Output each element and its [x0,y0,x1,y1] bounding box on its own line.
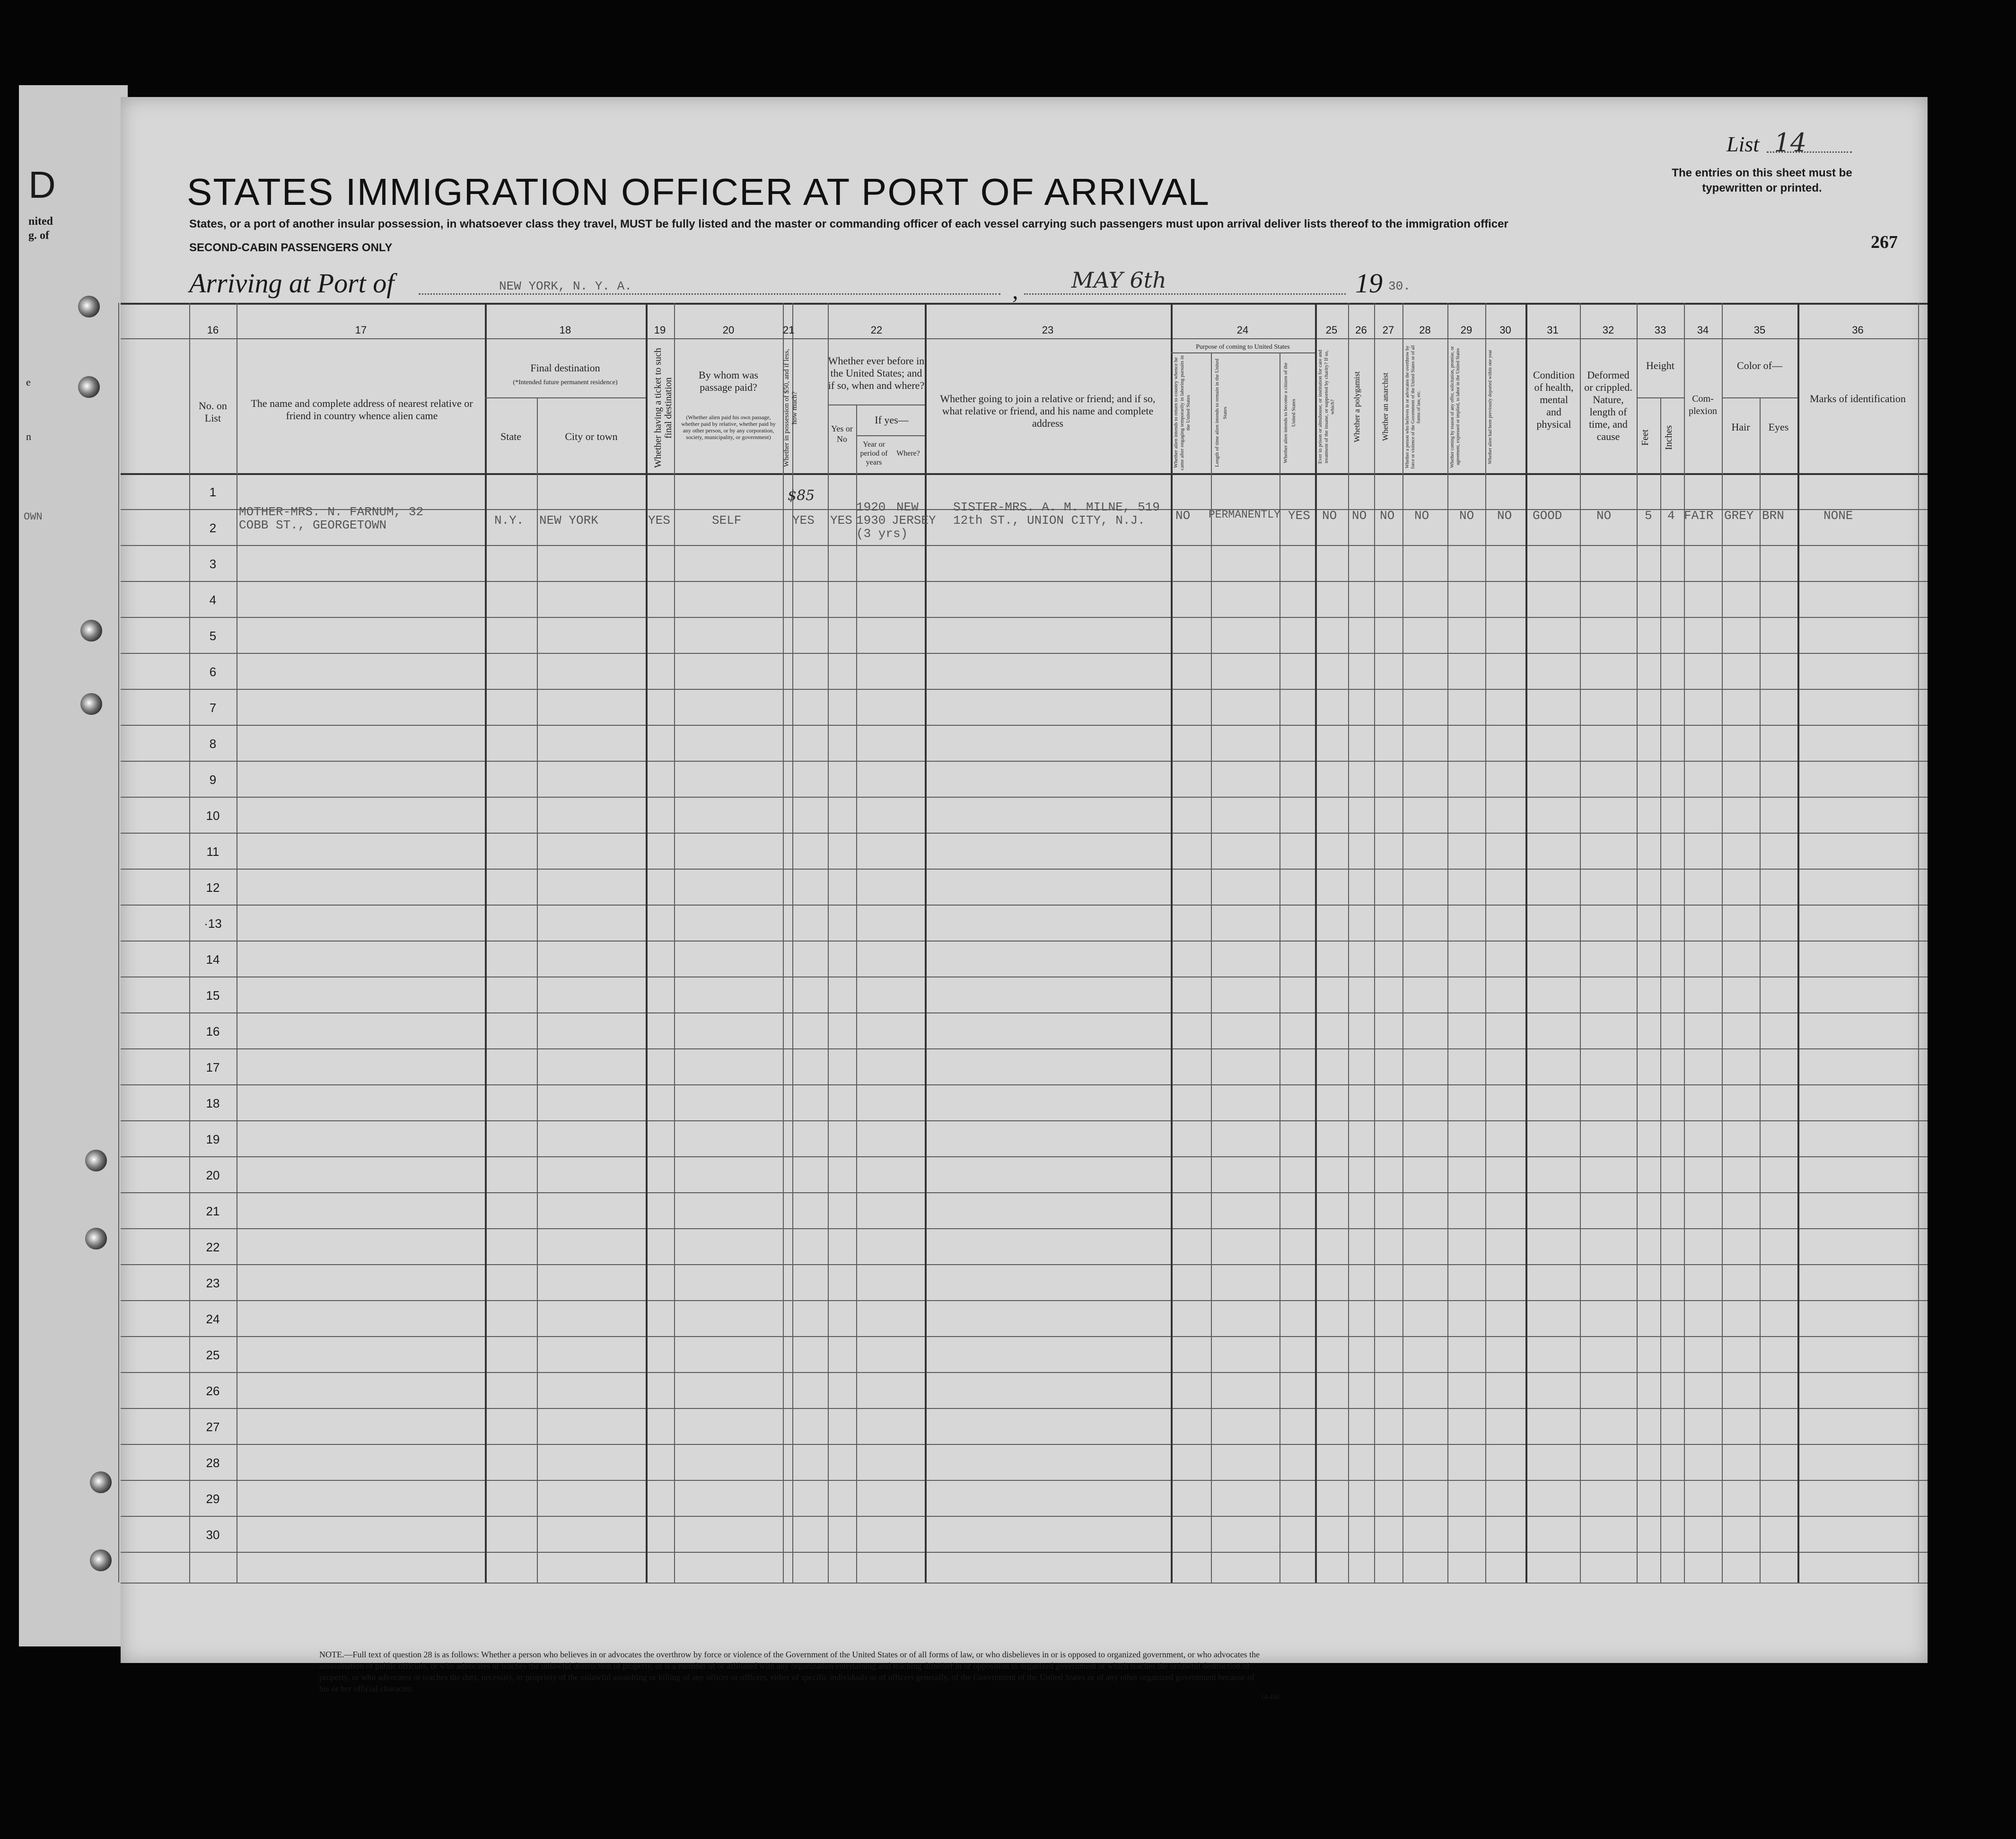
row-number: 22 [206,1240,220,1254]
header-overthrow: Whether a person who believes in or advocates the overthrow by force or violence of the Government of the United States or of all forms of law, etc. [1405,345,1421,469]
column-number: 35 [1753,324,1766,336]
col-line [1348,303,1349,1583]
row-number: 26 [206,1384,220,1398]
class-label: SECOND-CABIN PASSENGERS ONLY [189,241,393,254]
header-year: Year or period of years [860,440,888,466]
row-line [121,1264,1928,1265]
row-number: 30 [206,1528,220,1542]
header-height: Height [1646,360,1674,371]
row-number: 19 [206,1132,220,1146]
col-line [646,303,648,1583]
cell-money-annotation: $85 [788,487,815,504]
cell-marks: NONE [1823,509,1853,523]
column-number: 27 [1382,324,1394,336]
cell-ticket: YES [648,513,670,528]
subheader-line [1637,397,1684,398]
header-citizen: Whether alien intends to become a citizen of the United States [1283,362,1297,463]
date-line [1024,293,1346,295]
column-number: 17 [355,324,367,336]
column-number: 36 [1852,324,1864,336]
header-ticket: Whether having a ticket to such final destination [653,348,674,468]
cell-passage: SELF [712,513,742,528]
col-line [1171,303,1173,1583]
row-number: 4 [209,593,217,607]
comma-mark: , [1012,277,1018,304]
row-number: 2 [209,521,217,535]
row-line [121,1048,1928,1049]
col-line [1797,303,1799,1583]
cell-anarchist: NO [1380,509,1395,523]
row-number: 1 [209,485,217,499]
list-number: 14 [1774,128,1807,158]
cell-city: NEW YORK [539,513,598,528]
header-complexion: Com- plexion [1689,394,1717,416]
row-number: 6 [209,665,217,679]
row-number: 21 [206,1204,220,1218]
port-line [419,293,1000,295]
column-number: 26 [1355,324,1367,336]
row-number: 7 [209,701,217,715]
header-joining: Whether going to join a relative or friend; and if so, what relative or friend, and his name and complete address [940,393,1156,429]
cell-polygamist: NO [1352,509,1367,523]
binder-hole [80,620,102,642]
page-title: STATES IMMIGRATION OFFICER AT PORT OF ARRIVAL [187,171,1210,213]
cell-before-year1: 1920 [856,500,886,514]
manifest-sheet [121,97,1928,1701]
row-line [121,1120,1928,1121]
left-margin-text: OWN [24,511,43,523]
row-number: 24 [206,1312,220,1326]
column-number: 19 [654,324,666,336]
left-margin-text: e [26,376,31,388]
row-line [121,1516,1928,1517]
col-line [856,405,857,1583]
column-number: 16 [207,324,219,336]
row-number: 15 [206,988,220,1003]
port-value: NEW YORK, N. Y. A. [499,279,632,293]
cell-relative-line2: COBB ST., GEORGETOWN [239,518,387,532]
header-where: Where? [896,449,920,458]
row-line [121,1228,1928,1229]
col-line [1637,303,1638,1583]
cell-hair: GREY [1724,509,1754,523]
header-marks: Marks of identification [1810,393,1906,405]
header-final-destination: Final destination [530,362,600,374]
column-number: 18 [559,324,571,336]
column-number: 33 [1654,324,1666,336]
arriving-label: Arriving at Port of [189,268,394,299]
header-state: State [500,431,521,442]
header-city: City or town [565,431,618,442]
row-line [121,1444,1928,1445]
col-line [1211,352,1212,1583]
page-number: 267 [1871,232,1898,252]
row-number: 12 [206,880,220,895]
column-number: 22 [870,324,883,336]
row-line [121,689,1928,690]
typewritten-instruction: The entries on this sheet must be typewritten or printed. [1672,167,1852,194]
cell-prison: NO [1322,509,1337,523]
cell-before-yes: YES [830,513,852,528]
row-number: 8 [209,737,217,751]
row-line [121,1084,1928,1085]
column-number: 20 [722,324,735,336]
row-number: 25 [206,1348,220,1362]
header-color-of: Color of— [1737,360,1782,371]
column-number: 25 [1325,324,1338,336]
row-number: 10 [206,809,220,823]
column-number: 30 [1499,324,1511,336]
col-line [1402,303,1403,1583]
header-hair: Hair [1731,421,1750,433]
header-prison: Ever in prison or almshouse, or institution for care and treatment of the insane, or supported by charity? If so, which? [1317,350,1335,464]
cell-length: PERMANENTLY [1209,509,1280,521]
header-ever-before: Whether ever before in the United States; and if so, when and where? [828,355,925,391]
col-line [1760,397,1761,1583]
column-number: 32 [1602,324,1614,336]
list-line [1767,151,1852,153]
col-line [1580,303,1581,1583]
col-line [1684,303,1685,1583]
row-number: 29 [206,1492,220,1506]
year-prefix: 19 [1355,268,1383,299]
header-health: Condition of health, mental and physical [1533,369,1575,430]
row-number: 18 [206,1096,220,1110]
table-top-border [121,303,1928,305]
col-line [783,303,784,1583]
binder-hole [78,376,100,398]
footnote-question-28: NOTE.—Full text of question 28 is as follows: Whether a person who believes in or advocates the overthrow by force or violence of the Government of the United States or of all forms of law, or who disbelieves in or is opposed to organized government, or who advocates the assassination of public officials, or who advocates or teaches the unlawful destruction of property, or is a member of or affiliated with any organization entertaining and teaching disbelief in or opposition to organized government or which teaches the unlawful destruction of property, or who advocates or teaches the duty, necessity, or propriety of the unlawful assaulting or killing of any officer or officers, either of specific individuals or of officers generally, of the Government of the United States or of any other organized government because of his or her official character. [319,1650,1260,1693]
colnum-divider [121,338,1928,339]
binder-hole [78,296,100,317]
column-number: 21 [783,324,795,336]
row-line [121,869,1928,870]
row-number: 20 [206,1168,220,1182]
cell-deported: NO [1497,509,1512,523]
instructions-text: States, or a port of another insular possession, in whatsoever class they travel, MUST be fully listed and the master or commanding officer of each vessel carrying such passengers must upon arrival deliver lists thereof to the immigration officer [189,218,1508,230]
row-line [121,1156,1928,1157]
col-line [1485,303,1486,1583]
cell-overthrow: NO [1414,509,1429,523]
cell-money: YES [792,513,815,528]
row-line [121,1012,1928,1013]
list-label-text: List [1727,132,1760,156]
row-number: 3 [209,557,217,571]
cell-joining: SISTER-MRS. A. M. MILNE, 519 [953,500,1160,514]
row-number: 14 [206,952,220,967]
row-line [121,1408,1928,1409]
col-line [1315,303,1317,1583]
row-number: 16 [206,1024,220,1038]
header-no-on-list: No. on List [199,400,227,424]
cell-state: N.Y. [494,513,524,528]
row-number: 17 [206,1060,220,1074]
header-offer: Whether coming by reason of any offer, solicitation, promise, or agreement, expressed or implied, to labor in the United States [1450,346,1461,468]
cell-before-year2: 1930 [856,513,886,528]
header-passage-title: By whom was passage paid? [699,369,758,393]
cell-citizen: YES [1288,509,1310,523]
col-line [1660,397,1661,1583]
row-number: ·13 [204,916,222,931]
row-line [121,1372,1928,1373]
table-bottom-border [121,1583,1928,1584]
row-number: 11 [206,845,219,859]
col-line [1918,303,1919,1583]
header-money: Whether in possession of $50, and if less, how much? [783,349,798,467]
header-eyes: Eyes [1768,421,1789,433]
header-feet: Feet [1640,429,1650,446]
header-anarchist: Whether an anarchist [1381,372,1390,441]
column-number: 29 [1460,324,1473,336]
row-line [121,1480,1928,1481]
row-line [121,617,1928,618]
header-polygamist: Whether a polygamist [1352,371,1361,443]
cell-feet: 5 [1645,509,1652,523]
cell-inches: 4 [1667,509,1675,523]
row-line [121,905,1928,906]
col-line [1525,303,1527,1583]
cell-before-where2: JERSEY [892,513,936,528]
header-final-destination-note: (*Intended future permanent residence) [513,379,618,386]
binder-hole [85,1228,107,1249]
col-line [925,303,927,1583]
row-number: 5 [209,629,217,643]
subheader-line [856,435,925,436]
header-nearest-relative: The name and complete address of nearest relative or friend in country whence alien came [251,397,473,422]
left-page-fragment-line: g. of [28,229,49,242]
cell-return: NO [1175,509,1191,523]
row-number: 27 [206,1420,220,1434]
column-number: 31 [1547,324,1559,336]
row-line [121,545,1928,546]
binder-hole [90,1549,112,1571]
cell-before-period: (3 yrs) [856,527,908,541]
header-bottom-border [121,473,1928,475]
col-line [674,303,675,1583]
cell-deformed: NO [1596,509,1612,523]
col-line [537,397,538,1583]
binder-hole [85,1150,107,1171]
row-number: 28 [206,1456,220,1470]
header-inches: Inches [1664,425,1674,450]
year-suffix: 30. [1388,279,1411,293]
subheader-line [1722,397,1797,398]
col-line [1722,303,1723,1583]
cell-offer: NO [1459,509,1474,523]
cell-relative: MOTHER-MRS. N. FARNUM, 32 [239,505,424,519]
header-passage-note: (Whether alien paid his own passage, whether paid by relative, whether paid by any other person, or by any corporation, society, municipality, or government) [681,414,776,440]
row-line [121,725,1928,726]
row-number: 9 [209,773,217,787]
header-if-yes: If yes— [875,414,909,426]
column-number: 24 [1236,324,1249,336]
cell-complexion: FAIR [1684,509,1714,523]
col-line [485,303,487,1583]
col-line [828,303,829,1583]
col-line [189,303,190,1583]
column-number: 23 [1042,324,1054,336]
header-return: Whether alien intends to return to country whence he came after engaging temporarily in laboring pursuits in the United States [1173,355,1191,470]
cell-joining-line2: 12th ST., UNION CITY, N.J. [953,513,1145,528]
header-deformed: Deformed or crippled. Nature, length of time, and cause [1584,369,1632,442]
cell-eyes: BRN [1762,509,1784,523]
col-line [118,303,119,1583]
row-line [121,797,1928,798]
col-line [1374,303,1375,1583]
row-line [121,653,1928,654]
column-number: 34 [1697,324,1709,336]
row-line [121,833,1928,834]
row-line [121,1300,1928,1301]
subheader-line [485,397,646,398]
left-page-fragment: D [28,164,56,206]
row-line [121,1192,1928,1193]
form-number: 14-450 [1261,1694,1280,1701]
binder-hole [80,693,102,715]
left-page-fragment-line: nited [28,215,53,228]
cell-health: GOOD [1533,509,1562,523]
column-number: 28 [1419,324,1431,336]
header-deported: Whether alien had been previously deported within one year [1488,350,1493,464]
row-line [121,761,1928,762]
row-line [121,581,1928,582]
left-margin-text: n [26,431,31,442]
list-label [1727,128,1806,158]
binder-hole [90,1471,112,1493]
row-number: 23 [206,1276,220,1290]
header-yes-no: Yes or No [831,424,853,444]
row-line [121,1336,1928,1337]
row-line [121,1552,1928,1553]
date-value: MAY 6th [1071,267,1166,293]
col-line [1447,303,1448,1583]
left-page-strip [19,85,128,1646]
header-purpose: Purpose of coming to United States [1196,343,1290,351]
cell-before-where1: NEW [896,500,919,514]
header-length: Length of time alien intends to remain in the United States [1214,359,1228,467]
subheader-line [1171,352,1315,353]
